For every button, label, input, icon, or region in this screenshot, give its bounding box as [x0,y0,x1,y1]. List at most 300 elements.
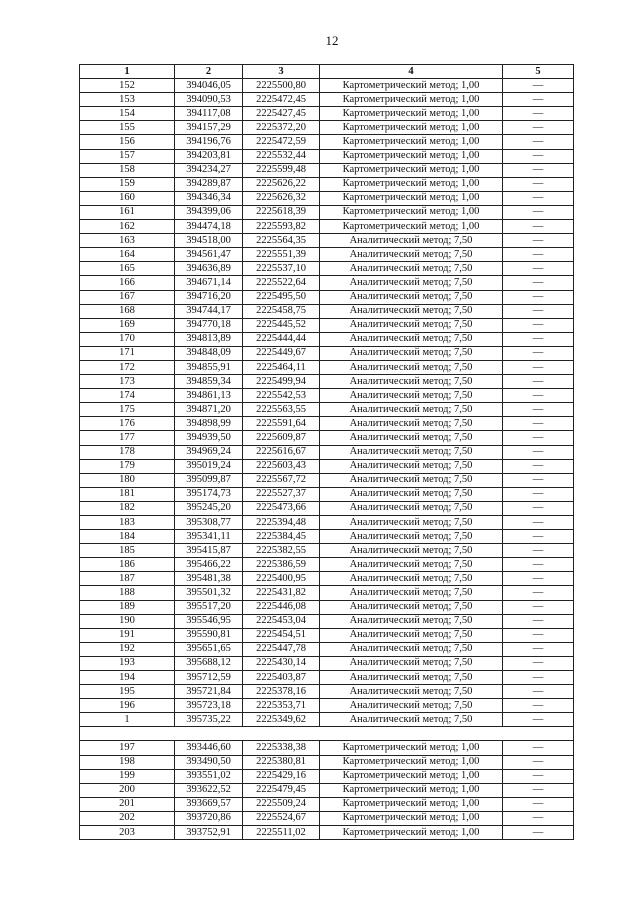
cell-col-3: 2225400,95 [243,572,320,586]
table-row [80,530,574,544]
cell-col-2: 394636,89 [175,262,243,276]
cell-col-5: — [503,403,574,417]
table-row [80,642,574,656]
cell-col-5: — [503,741,574,755]
cell-col-5: — [503,149,574,163]
cell-col-4: Картометрический метод; 1,00 [320,741,503,755]
cell-col-4: Аналитический метод; 7,50 [320,389,503,403]
cell-col-1: 156 [80,135,175,149]
cell-col-3: 2225603,43 [243,459,320,473]
cell-col-4: Аналитический метод; 7,50 [320,445,503,459]
table-row [80,656,574,670]
cell-col-1: 1 [80,713,175,727]
cell-col-4: Аналитический метод; 7,50 [320,628,503,642]
cell-col-1: 180 [80,473,175,487]
cell-col-4: Аналитический метод; 7,50 [320,234,503,248]
coordinates-table [79,64,574,840]
cell-col-4: Аналитический метод; 7,50 [320,685,503,699]
cell-col-5: — [503,276,574,290]
cell-col-4: Аналитический метод; 7,50 [320,375,503,389]
table-row [80,811,574,825]
cell-col-3: 2225349,62 [243,713,320,727]
cell-col-4: Картометрический метод; 1,00 [320,769,503,783]
cell-col-1: 170 [80,332,175,346]
cell-col-3: 2225380,81 [243,755,320,769]
table-row [80,290,574,304]
cell-col-4: Картометрический метод; 1,00 [320,79,503,93]
cell-col-3: 2225338,38 [243,741,320,755]
cell-col-2: 394399,06 [175,205,243,219]
cell-col-3: 2225464,11 [243,360,320,374]
table-row [80,262,574,276]
cell-col-4: Картометрический метод; 1,00 [320,177,503,191]
cell-col-3: 2225458,75 [243,304,320,318]
cell-col-2: 395517,20 [175,600,243,614]
table-row [80,107,574,121]
cell-col-5: — [503,431,574,445]
table-row [80,149,574,163]
cell-col-5: — [503,713,574,727]
cell-col-3: 2225473,66 [243,501,320,515]
cell-col-4: Аналитический метод; 7,50 [320,586,503,600]
cell-col-1: 175 [80,403,175,417]
cell-col-2: 395723,18 [175,699,243,713]
table-body [80,79,574,840]
cell-col-3: 2225445,52 [243,318,320,332]
cell-col-3: 2225522,64 [243,276,320,290]
cell-col-4: Картометрический метод; 1,00 [320,135,503,149]
cell-col-4: Аналитический метод; 7,50 [320,713,503,727]
cell-col-1: 194 [80,671,175,685]
cell-col-2: 394234,27 [175,163,243,177]
table-header-row [80,65,574,79]
table-row [80,516,574,530]
cell-col-4: Картометрический метод; 1,00 [320,811,503,825]
cell-col-4: Аналитический метод; 7,50 [320,642,503,656]
cell-col-4: Картометрический метод; 1,00 [320,93,503,107]
cell-col-1: 166 [80,276,175,290]
cell-col-4: Аналитический метод; 7,50 [320,671,503,685]
cell-col-1: 177 [80,431,175,445]
cell-col-1: 161 [80,205,175,219]
cell-col-3: 2225394,48 [243,516,320,530]
cell-col-5: — [503,290,574,304]
cell-col-4: Аналитический метод; 7,50 [320,290,503,304]
table-row [80,797,574,811]
cell-col-2: 393446,60 [175,741,243,755]
cell-col-1: 158 [80,163,175,177]
cell-col-4: Аналитический метод; 7,50 [320,417,503,431]
table-row [80,135,574,149]
table-row [80,558,574,572]
cell-col-5: — [503,304,574,318]
table-row [80,121,574,135]
cell-col-2: 394518,00 [175,234,243,248]
cell-col-3: 2225626,32 [243,191,320,205]
cell-col-5: — [503,79,574,93]
cell-col-4: Картометрический метод; 1,00 [320,149,503,163]
cell-col-5: — [503,93,574,107]
cell-col-3: 2225472,45 [243,93,320,107]
cell-col-4: Картометрический метод; 1,00 [320,163,503,177]
cell-col-5: — [503,797,574,811]
cell-col-1: 168 [80,304,175,318]
cell-col-5: — [503,783,574,797]
table-row [80,445,574,459]
table-row [80,699,574,713]
cell-col-5: — [503,614,574,628]
cell-col-1: 181 [80,487,175,501]
header-col-5: 5 [503,65,574,79]
cell-col-1: 153 [80,93,175,107]
cell-col-1: 188 [80,586,175,600]
cell-col-2: 393490,50 [175,755,243,769]
cell-col-3: 2225384,45 [243,530,320,544]
cell-col-2: 394346,34 [175,191,243,205]
cell-col-1: 157 [80,149,175,163]
cell-col-4: Аналитический метод; 7,50 [320,558,503,572]
cell-col-5: — [503,516,574,530]
cell-col-2: 394671,14 [175,276,243,290]
cell-col-1: 190 [80,614,175,628]
cell-col-3: 2225542,53 [243,389,320,403]
cell-col-4: Картометрический метод; 1,00 [320,205,503,219]
cell-col-2: 395466,22 [175,558,243,572]
cell-col-2: 393752,91 [175,825,243,839]
table-row [80,713,574,727]
cell-col-1: 159 [80,177,175,191]
cell-col-3: 2225537,10 [243,262,320,276]
cell-col-3: 2225444,44 [243,332,320,346]
table-row [80,375,574,389]
spacer-cell [80,727,574,741]
cell-col-5: — [503,487,574,501]
cell-col-5: — [503,135,574,149]
cell-col-1: 155 [80,121,175,135]
cell-col-5: — [503,177,574,191]
table-row [80,487,574,501]
cell-col-5: — [503,544,574,558]
cell-col-5: — [503,769,574,783]
header-col-3: 3 [243,65,320,79]
cell-col-1: 189 [80,600,175,614]
cell-col-1: 154 [80,107,175,121]
cell-col-5: — [503,685,574,699]
cell-col-5: — [503,191,574,205]
table-row [80,685,574,699]
cell-col-1: 172 [80,360,175,374]
cell-col-3: 2225500,80 [243,79,320,93]
table-row [80,600,574,614]
table-row [80,304,574,318]
table-row [80,248,574,262]
cell-col-3: 2225563,55 [243,403,320,417]
cell-col-5: — [503,628,574,642]
table-row [80,417,574,431]
cell-col-1: 199 [80,769,175,783]
cell-col-3: 2225616,67 [243,445,320,459]
table-row [80,783,574,797]
cell-col-4: Аналитический метод; 7,50 [320,600,503,614]
cell-col-4: Аналитический метод; 7,50 [320,403,503,417]
table-row [80,332,574,346]
cell-col-2: 394289,87 [175,177,243,191]
cell-col-4: Аналитический метод; 7,50 [320,544,503,558]
cell-col-5: — [503,600,574,614]
cell-col-2: 395245,20 [175,501,243,515]
cell-col-3: 2225532,44 [243,149,320,163]
cell-col-2: 394813,89 [175,332,243,346]
cell-col-1: 164 [80,248,175,262]
header-col-1: 1 [80,65,175,79]
cell-col-4: Аналитический метод; 7,50 [320,459,503,473]
cell-col-4: Аналитический метод; 7,50 [320,318,503,332]
cell-col-2: 394196,76 [175,135,243,149]
cell-col-4: Аналитический метод; 7,50 [320,530,503,544]
cell-col-4: Аналитический метод; 7,50 [320,699,503,713]
cell-col-1: 202 [80,811,175,825]
cell-col-5: — [503,389,574,403]
cell-col-4: Картометрический метод; 1,00 [320,121,503,135]
cell-col-5: — [503,375,574,389]
cell-col-1: 187 [80,572,175,586]
table-row [80,431,574,445]
cell-col-3: 2225567,72 [243,473,320,487]
cell-col-3: 2225427,45 [243,107,320,121]
cell-col-5: — [503,360,574,374]
cell-col-1: 193 [80,656,175,670]
cell-col-5: — [503,107,574,121]
cell-col-5: — [503,501,574,515]
cell-col-2: 394716,20 [175,290,243,304]
cell-col-1: 165 [80,262,175,276]
cell-col-3: 2225626,22 [243,177,320,191]
cell-col-5: — [503,459,574,473]
table-row [80,389,574,403]
cell-col-3: 2225447,78 [243,642,320,656]
cell-col-1: 169 [80,318,175,332]
header-col-4: 4 [320,65,503,79]
cell-col-1: 195 [80,685,175,699]
cell-col-3: 2225564,35 [243,234,320,248]
table-row [80,93,574,107]
cell-col-4: Картометрический метод; 1,00 [320,191,503,205]
cell-col-2: 395721,84 [175,685,243,699]
cell-col-3: 2225511,02 [243,825,320,839]
cell-col-2: 394090,53 [175,93,243,107]
cell-col-5: — [503,473,574,487]
cell-col-2: 395501,32 [175,586,243,600]
cell-col-1: 186 [80,558,175,572]
cell-col-5: — [503,586,574,600]
cell-col-1: 182 [80,501,175,515]
cell-col-2: 394848,09 [175,346,243,360]
table-row [80,825,574,839]
table-row [80,276,574,290]
cell-col-4: Картометрический метод; 1,00 [320,797,503,811]
cell-col-4: Аналитический метод; 7,50 [320,276,503,290]
cell-col-5: — [503,825,574,839]
cell-col-5: — [503,262,574,276]
cell-col-5: — [503,220,574,234]
cell-col-3: 2225495,50 [243,290,320,304]
cell-col-3: 2225479,45 [243,783,320,797]
cell-col-3: 2225472,59 [243,135,320,149]
cell-col-2: 394861,13 [175,389,243,403]
cell-col-1: 152 [80,79,175,93]
cell-col-3: 2225431,82 [243,586,320,600]
cell-col-4: Картометрический метод; 1,00 [320,107,503,121]
cell-col-4: Аналитический метод; 7,50 [320,431,503,445]
table-row [80,671,574,685]
table-row [80,501,574,515]
cell-col-3: 2225524,67 [243,811,320,825]
cell-col-4: Аналитический метод; 7,50 [320,487,503,501]
cell-col-3: 2225609,87 [243,431,320,445]
table-row [80,79,574,93]
cell-col-4: Аналитический метод; 7,50 [320,656,503,670]
cell-col-1: 184 [80,530,175,544]
cell-col-1: 196 [80,699,175,713]
table-row [80,177,574,191]
cell-col-3: 2225446,08 [243,600,320,614]
cell-col-5: — [503,417,574,431]
cell-col-3: 2225499,94 [243,375,320,389]
cell-col-1: 174 [80,389,175,403]
cell-col-5: — [503,346,574,360]
cell-col-3: 2225509,24 [243,797,320,811]
cell-col-2: 394117,08 [175,107,243,121]
cell-col-2: 395019,24 [175,459,243,473]
table-row [80,544,574,558]
cell-col-4: Аналитический метод; 7,50 [320,262,503,276]
cell-col-1: 179 [80,459,175,473]
cell-col-3: 2225353,71 [243,699,320,713]
cell-col-5: — [503,558,574,572]
table-row [80,741,574,755]
cell-col-3: 2225382,55 [243,544,320,558]
cell-col-5: — [503,572,574,586]
cell-col-4: Картометрический метод; 1,00 [320,825,503,839]
cell-col-3: 2225430,14 [243,656,320,670]
cell-col-2: 394859,34 [175,375,243,389]
cell-col-2: 393720,86 [175,811,243,825]
table-row [80,473,574,487]
cell-col-5: — [503,811,574,825]
cell-col-4: Аналитический метод; 7,50 [320,346,503,360]
cell-col-2: 395481,38 [175,572,243,586]
cell-col-5: — [503,205,574,219]
cell-col-3: 2225551,39 [243,248,320,262]
cell-col-1: 176 [80,417,175,431]
table-row [80,614,574,628]
cell-col-2: 395590,81 [175,628,243,642]
cell-col-4: Аналитический метод; 7,50 [320,614,503,628]
cell-col-3: 2225429,16 [243,769,320,783]
cell-col-2: 395651,65 [175,642,243,656]
table-row [80,191,574,205]
table-row [80,586,574,600]
cell-col-5: — [503,642,574,656]
table-row [80,403,574,417]
cell-col-2: 394561,47 [175,248,243,262]
cell-col-3: 2225449,67 [243,346,320,360]
group-spacer-row [80,727,574,741]
cell-col-4: Картометрический метод; 1,00 [320,755,503,769]
cell-col-2: 394871,20 [175,403,243,417]
cell-col-2: 395415,87 [175,544,243,558]
cell-col-1: 167 [80,290,175,304]
cell-col-1: 173 [80,375,175,389]
cell-col-2: 395546,95 [175,614,243,628]
cell-col-1: 162 [80,220,175,234]
table-row [80,346,574,360]
cell-col-1: 192 [80,642,175,656]
cell-col-2: 394898,99 [175,417,243,431]
cell-col-5: — [503,248,574,262]
cell-col-5: — [503,318,574,332]
cell-col-4: Картометрический метод; 1,00 [320,220,503,234]
cell-col-2: 395099,87 [175,473,243,487]
cell-col-2: 395308,77 [175,516,243,530]
cell-col-2: 395341,11 [175,530,243,544]
cell-col-4: Аналитический метод; 7,50 [320,473,503,487]
table-row [80,205,574,219]
cell-col-5: — [503,530,574,544]
table-row [80,755,574,769]
cell-col-5: — [503,445,574,459]
cell-col-4: Аналитический метод; 7,50 [320,360,503,374]
cell-col-2: 394969,24 [175,445,243,459]
cell-col-3: 2225454,51 [243,628,320,642]
cell-col-5: — [503,656,574,670]
cell-col-1: 183 [80,516,175,530]
table-row [80,163,574,177]
cell-col-1: 197 [80,741,175,755]
cell-col-2: 394744,17 [175,304,243,318]
cell-col-1: 203 [80,825,175,839]
cell-col-5: — [503,121,574,135]
cell-col-2: 394046,05 [175,79,243,93]
cell-col-3: 2225372,20 [243,121,320,135]
cell-col-2: 395712,59 [175,671,243,685]
cell-col-4: Аналитический метод; 7,50 [320,248,503,262]
cell-col-3: 2225618,39 [243,205,320,219]
cell-col-5: — [503,234,574,248]
cell-col-1: 160 [80,191,175,205]
cell-col-3: 2225453,04 [243,614,320,628]
cell-col-4: Аналитический метод; 7,50 [320,304,503,318]
table-row [80,769,574,783]
cell-col-2: 394157,29 [175,121,243,135]
cell-col-4: Аналитический метод; 7,50 [320,572,503,586]
table-row [80,234,574,248]
cell-col-3: 2225527,37 [243,487,320,501]
cell-col-2: 394855,91 [175,360,243,374]
cell-col-2: 395735,22 [175,713,243,727]
table-row [80,628,574,642]
table-row [80,360,574,374]
page-number: 12 [325,33,339,48]
cell-col-2: 395688,12 [175,656,243,670]
cell-col-3: 2225403,87 [243,671,320,685]
cell-col-1: 171 [80,346,175,360]
cell-col-3: 2225593,82 [243,220,320,234]
cell-col-2: 394939,50 [175,431,243,445]
cell-col-2: 393551,02 [175,769,243,783]
table-row [80,459,574,473]
table-row [80,220,574,234]
